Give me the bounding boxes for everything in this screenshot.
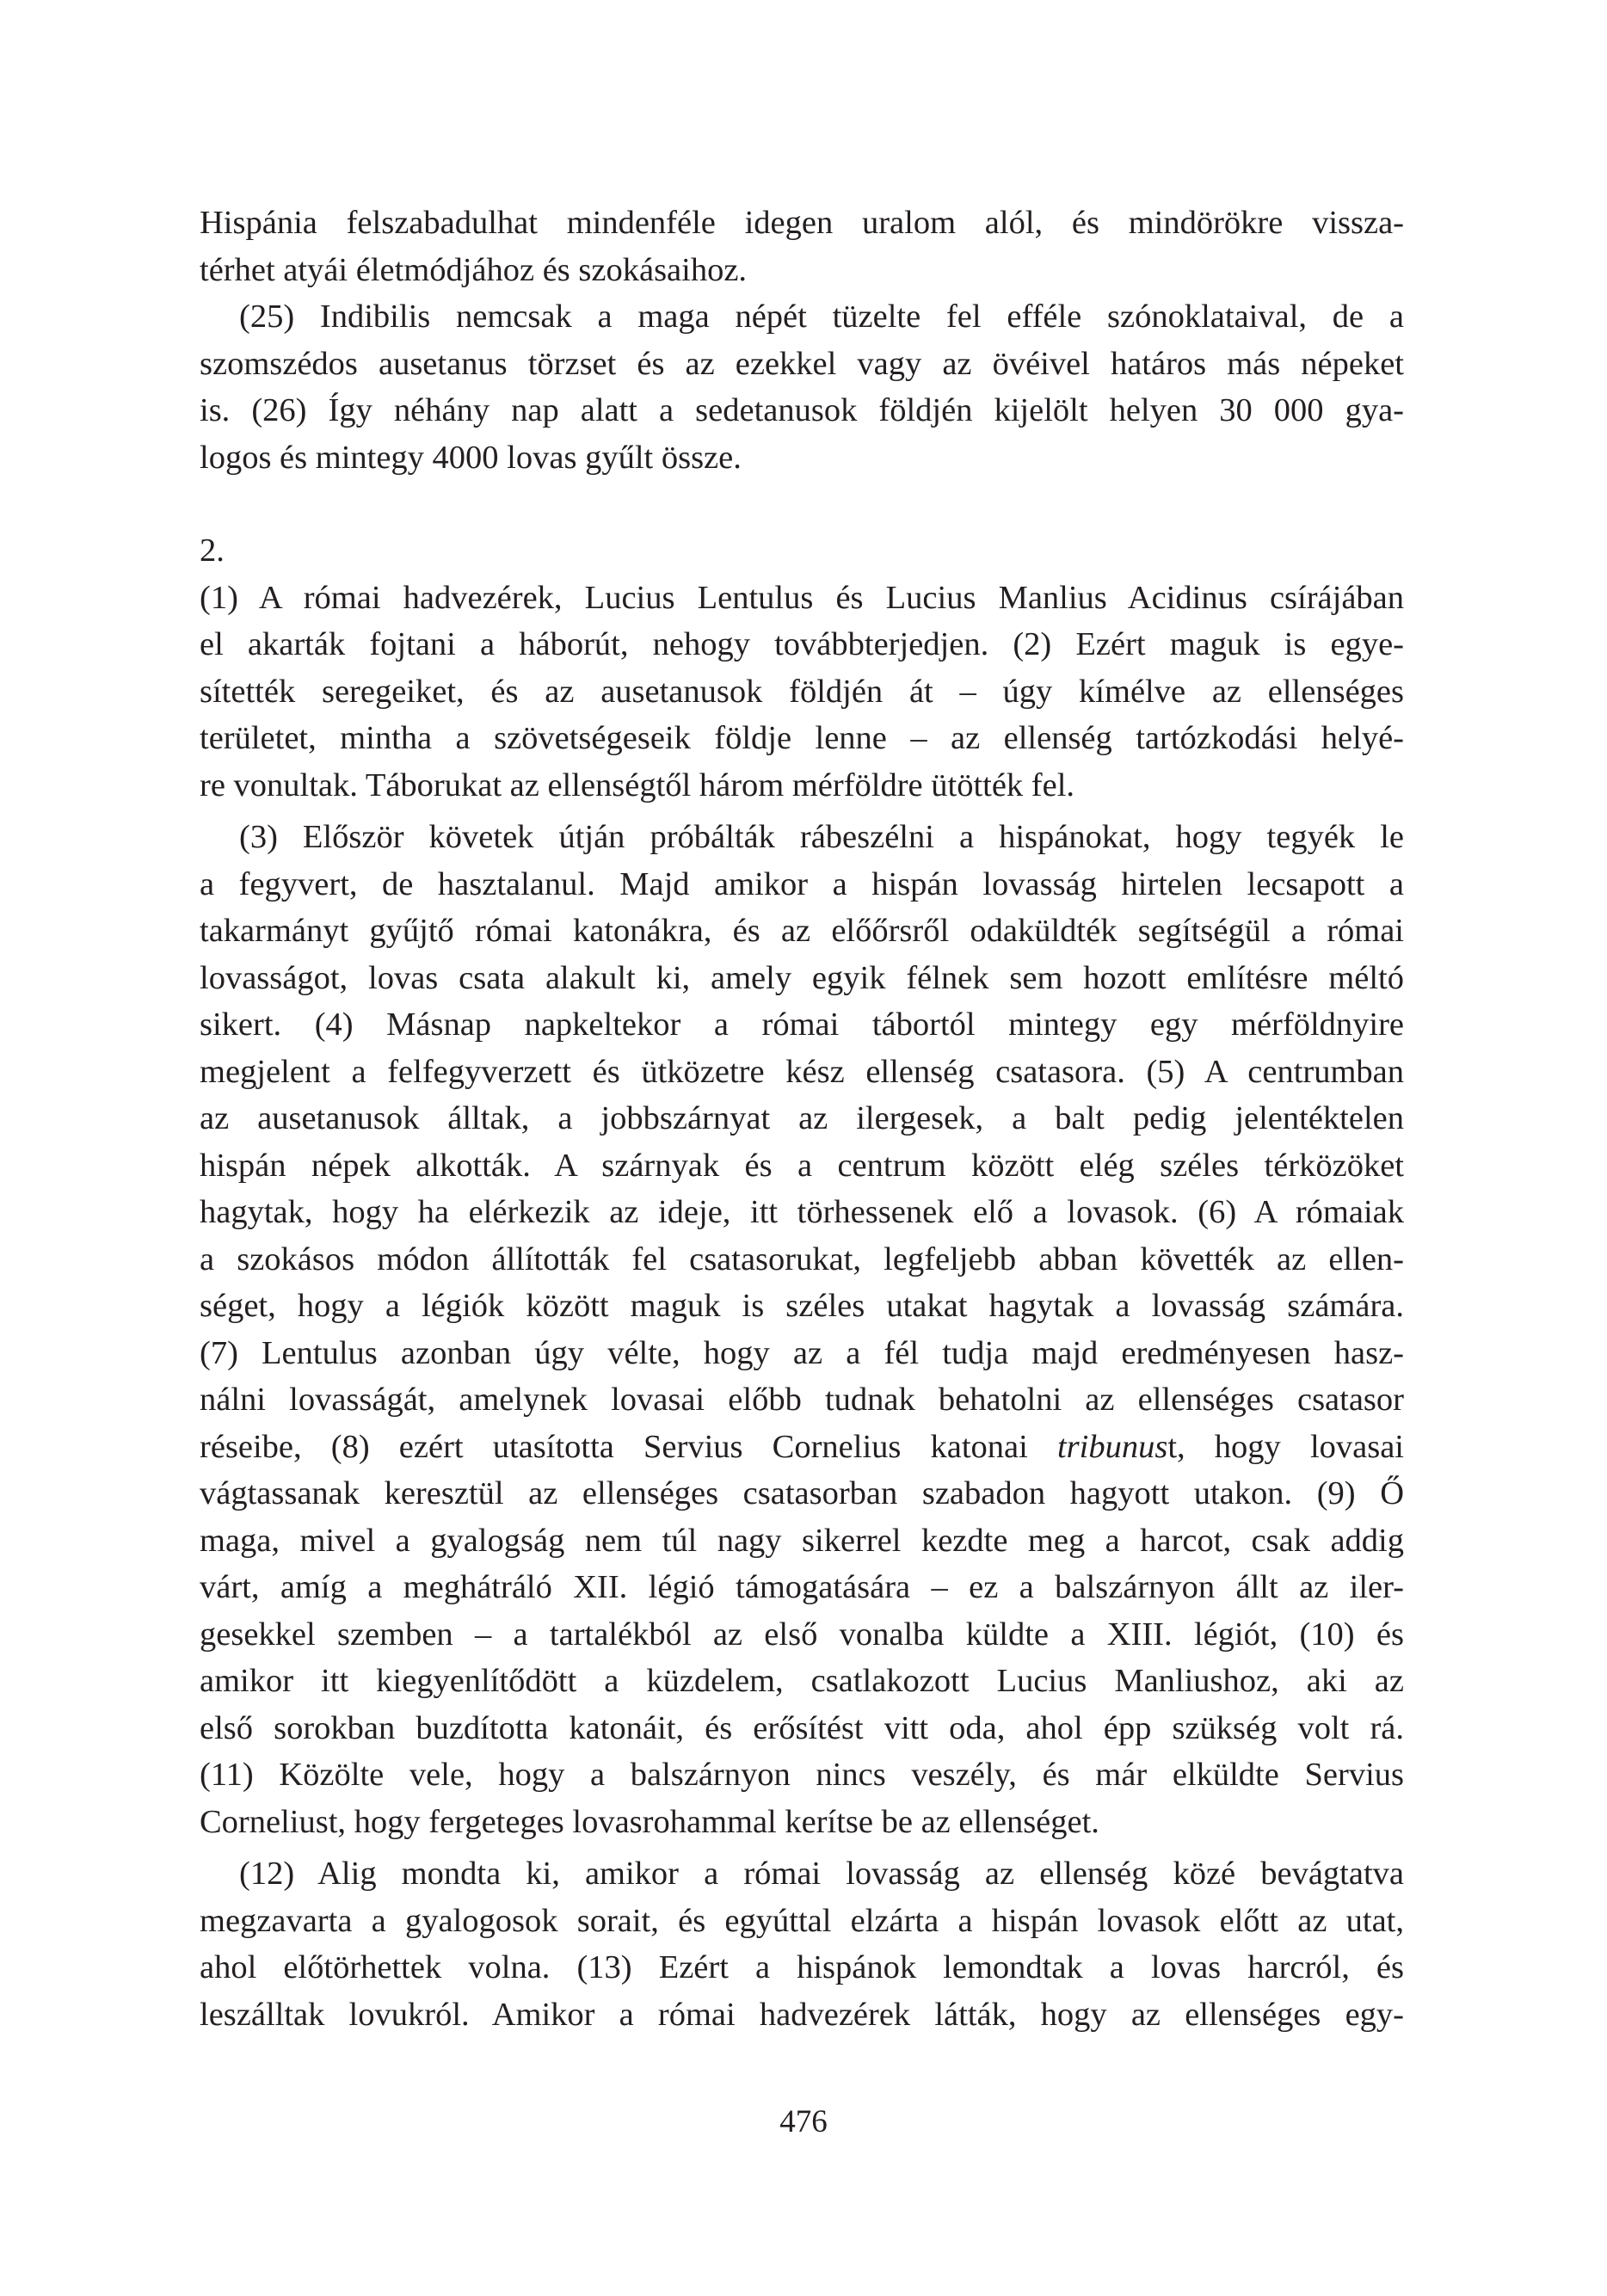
section-gap: [200, 481, 1404, 527]
text-line: Corneliust, hogy fergeteges lovasrohammal kerítse be az ellenséget.: [200, 1803, 1099, 1840]
text-line: megjelent a felfegyverzett és ütközetre kész ellenség csatasora. (5) A centrumban: [200, 1053, 1404, 1090]
text-line: leszálltak lovukról. Amikor a római hadvezérek látták, hogy az ellenséges egy-: [200, 1996, 1404, 2033]
text-line: (3) Először követek útján próbálták rábeszélni a hispánokat, hogy tegyék le: [239, 819, 1404, 855]
text-line-with-italic: [200, 1424, 1404, 1471]
text-line: (11) Közölte vele, hogy a balszárnyon nincs veszély, és már elküldte Servius: [200, 1757, 1404, 1793]
text-run: réseibe, (8) ezért utasította Servius Cornelius katonai: [200, 1428, 1057, 1465]
text-line: (1) A római hadvezérek, Lucius Lentulus és Lucius Manlius Acidinus csírájában: [200, 579, 1404, 616]
text-run: t, hogy lovasai: [1167, 1428, 1404, 1465]
text-line: Hispánia felszabadulhat mindenféle idegen uralom alól, és mindörökre vissza-: [200, 205, 1404, 241]
text-line: első sorokban buzdította katonáit, és erősítést vitt oda, ahol épp szükség volt rá.: [200, 1709, 1404, 1746]
text-line: az ausetanusok álltak, a jobbszárnyat az ilergesek, a balt pedig jelentéktelen: [200, 1100, 1404, 1136]
text-line: re vonultak. Táborukat az ellenségtől három mérföldre ütötték fel.: [200, 766, 1075, 803]
text-line: is. (26) Így néhány nap alatt a sedetanusok földjén kijelölt helyen 30 000 gya-: [200, 392, 1404, 428]
page-body: [200, 200, 1404, 2038]
text-line: a fegyvert, de hasztalanul. Majd amikor a hispán lovasság hirtelen lecsapott a: [200, 865, 1404, 902]
italic-term: tribunus: [1056, 1428, 1168, 1465]
text-line: takarmányt gyűjtő római katonákra, és az előőrsről odaküldték segítségül a római: [200, 913, 1404, 949]
text-line: gesekkel szemben – a tartalékból az első vonalba küldte a XIII. légiót, (10) és: [200, 1616, 1404, 1653]
text-line: nálni lovasságát, amelynek lovasai előbb tudnak behatolni az ellenséges csatasor: [200, 1382, 1404, 1418]
text-line: logos és mintegy 4000 lovas gyűlt össze.: [200, 439, 742, 476]
text-line: amikor itt kiegyenlítődött a küzdelem, csatlakozott Lucius Manliushoz, aki az: [200, 1663, 1404, 1699]
text-line: a szokásos módon állították fel csatasorukat, legfeljebb abban követték az ellen-: [200, 1240, 1404, 1277]
text-line: hagytak, hogy ha elérkezik az ideje, itt törhessenek elő a lovasok. (6) A rómaiak: [200, 1194, 1404, 1230]
page-number: 476: [779, 2104, 828, 2139]
text-line: vágtassanak keresztül az ellenséges csatasorban szabadon hagyott utakon. (9) Ő: [200, 1475, 1404, 1511]
text-line: séget, hogy a légiók között maguk is széles utakat hagytak a lovasság számára.: [200, 1288, 1404, 1324]
text-line: hispán népek alkották. A szárnyak és a centrum között elég széles térközöket: [200, 1147, 1404, 1184]
text-line: lovasságot, lovas csata alakult ki, amely egyik félnek sem hozott említésre méltó: [200, 959, 1404, 996]
text-line: el akarták fojtani a háborút, nehogy továbbterjedjen. (2) Ezért maguk is egye-: [200, 626, 1404, 662]
text-line: sítették seregeiket, és az ausetanusok földjén át – úgy kímélve az ellenséges: [200, 673, 1404, 710]
text-line: (7) Lentulus azonban úgy vélte, hogy az a fél tudja majd eredményesen hasz-: [200, 1334, 1404, 1371]
text-line: (12) Alig mondta ki, amikor a római lovasság az ellenség közé bevágtatva: [239, 1856, 1404, 1892]
text-line: maga, mivel a gyalogság nem túl nagy sikerrel kezdte meg a harcot, csak addig: [200, 1522, 1404, 1559]
text-line: (25) Indibilis nemcsak a maga népét tüzelte fel efféle szónoklataival, de a: [239, 299, 1404, 335]
text-line: ahol előtörhettek volna. (13) Ezért a hispánok lemondtak a lovas harcról, és: [200, 1949, 1404, 1985]
text-line: szomszédos ausetanus törzset és az ezekkel vagy az övéivel határos más népeket: [200, 345, 1404, 382]
section-number: 2.: [200, 532, 225, 569]
text-line: térhet atyái életmódjához és szokásaihoz.: [200, 251, 748, 288]
text-line: területet, mintha a szövetségeseik földje lenne – az ellenség tartózkodási helyé-: [200, 720, 1404, 756]
text-line: megzavarta a gyalogosok sorait, és egyúttal elzárta a hispán lovasok előtt az utat,: [200, 1902, 1404, 1939]
text-line: sikert. (4) Másnap napkeltekor a római tábortól mintegy egy mérföldnyire: [200, 1006, 1404, 1043]
text-line: várt, amíg a meghátráló XII. légió támogatására – ez a balszárnyon állt az iler-: [200, 1569, 1404, 1605]
